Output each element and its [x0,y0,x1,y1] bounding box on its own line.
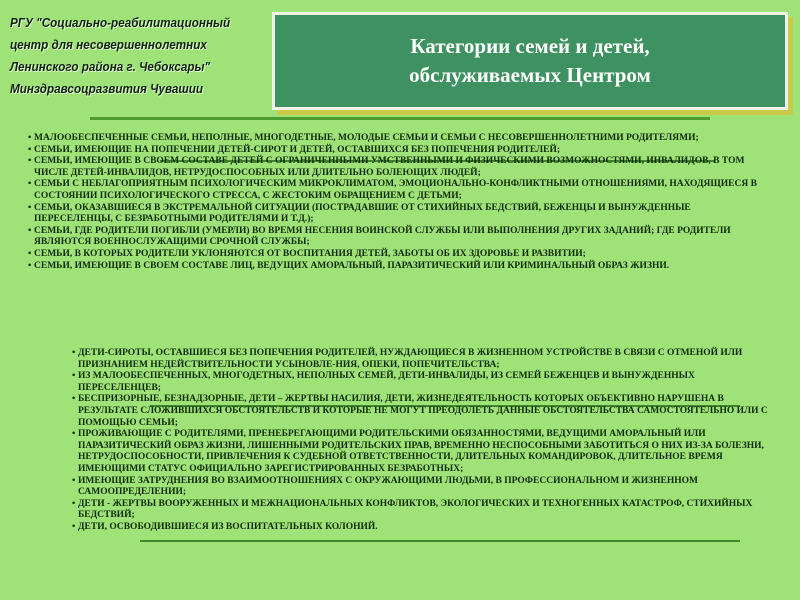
list-item: • БЕСПРИЗОРНЫЕ, БЕЗНАДЗОРНЫЕ, ДЕТИ – ЖЕРТВЫ НАСИЛИЯ, ДЕТИ, ЖИЗНЕДЕЯТЕЛЬНОСТЬ КОТОРЫХ ОБЪЕКТИВНО НАРУШЕНА В РЕЗУЛЬТАТЕ СЛОЖИВШИХСЯ ОБСТОЯТЕЛЬСТВ И КОТОРЫЕ НЕ МОГУТ ПРЕОДОЛЕТЬ ДАННЫЕ ОБСТОЯТЕЛЬСТВА САМОСТОЯТЕЛЬНО ИЛИ С ПОМОЩЬЮ СЕМЬИ; [72,394,772,429]
list-item: • МАЛООБЕСПЕЧЕННЫЕ СЕМЬИ, НЕПОЛНЫЕ, МНОГОДЕТНЫЕ, МОЛОДЫЕ СЕМЬИ И СЕМЬИ С НЕСОВЕРШЕННОЛЕТНИМИ РОДИТЕЛЯМИ; [28,133,768,145]
list-item: • СЕМЬИ С НЕБЛАГОПРИЯТНЫМ ПСИХОЛОГИЧЕСКИМ МИКРОКЛИМАТОМ, ЭМОЦИОНАЛЬНО-КОНФЛИКТНЫМИ ОТНОШЕНИЯМИ, НАХОДЯЩИЕСЯ В СОСТОЯНИИ ПСИХОЛОГИЧЕСКОГО СТРЕССА, С ЖЕСТОКИМ ОБРАЩЕНИЕМ С ДЕТЬМИ; [28,179,768,202]
organization-line: центр для несовершеннолетних [10,37,207,52]
slide-title [409,32,651,90]
title-line: Категории семей и детей, [410,34,650,58]
divider [90,117,710,120]
divider [140,540,740,542]
organization-line: Минздравсоцразвития Чувашии [10,81,204,96]
organization-line: РГУ "Социально-реабилитационный [10,15,231,30]
list-item: • СЕМЬИ, ОКАЗАВШИЕСЯ В ЭКСТРЕМАЛЬНОЙ СИТУАЦИИ (ПОСТРАДАВШИЕ ОТ СТИХИЙНЫХ БЕДСТВИЙ, БЕЖЕНЦЫ И ВЫНУЖДЕННЫЕ ПЕРЕСЕЛЕНЦЫ, С БЕЗРАБОТНЫМИ РОДИТЕЛЯМИ И Т.Д.); [28,203,768,226]
list-item: • ДЕТИ, ОСВОБОДИВШИЕСЯ ИЗ ВОСПИТАТЕЛЬНЫХ КОЛОНИЙ. [72,522,772,534]
title-box [272,12,788,110]
organization-name [10,12,244,100]
children-list [72,348,772,534]
list-item: • ИМЕЮЩИЕ ЗАТРУДНЕНИЯ ВО ВЗАИМООТНОШЕНИЯХ С ОКРУЖАЮЩИМИ ЛЮДЬМИ, В ПРОФЕССИОНАЛЬНОМ И ЖИЗНЕННОМ САМООПРЕДЕЛЕНИИ; [72,476,772,499]
list-item: • СЕМЬИ, ИМЕЮЩИЕ В СВОЕМ СОСТАВЕ ЛИЦ, ВЕДУЩИХ АМОРАЛЬНЫЙ, ПАРАЗИТИЧЕСКИЙ ИЛИ КРИМИНАЛЬНЫЙ ОБРАЗ ЖИЗНИ. [28,261,768,273]
list-item: • СЕМЬИ, ГДЕ РОДИТЕЛИ ПОГИБЛИ (УМЕРЛИ) ВО ВРЕМЯ НЕСЕНИЯ ВОИНСКОЙ СЛУЖБЫ ИЛИ ВЫПОЛНЕНИЯ ДРУГИХ ЗАДАНИЙ; ГДЕ РОДИТЕЛИ ЯВЛЯЮТСЯ ВОЕННОСЛУЖАЩИМИ СРОЧНОЙ СЛУЖБЫ; [28,226,768,249]
families-list [28,133,768,272]
list-item: • ИЗ МАЛООБЕСПЕЧЕННЫХ, МНОГОДЕТНЫХ, НЕПОЛНЫХ СЕМЕЙ, ДЕТИ-ИНВАЛИДЫ, ИЗ СЕМЕЙ БЕЖЕНЦЕВ И ВЫНУЖДЕННЫХ ПЕРЕСЕЛЕНЦЕВ; [72,371,772,394]
list-item: • СЕМЬИ, ИМЕЮЩИЕ В СВОЕМ СОСТАВЕ ДЕТЕЙ С ОГРАНИЧЕННЫМИ УМСТВЕННЫМИ И ФИЗИЧЕСКИМИ ВОЗМОЖНОСТЯМИ, ИНВАЛИДОВ, В ТОМ ЧИСЛЕ ДЕТЕЙ-ИНВАЛИДОВ, НЕТРУДОСПОСОБНЫХ ИЛИ ДЛИТЕЛЬНО БОЛЕЮЩИХ ЛЮДЕЙ; [28,156,768,179]
list-item: • ДЕТИ - ЖЕРТВЫ ВООРУЖЕННЫХ И МЕЖНАЦИОНАЛЬНЫХ КОНФЛИКТОВ, ЭКОЛОГИЧЕСКИХ И ТЕХНОГЕННЫХ КАТАСТРОФ, СТИХИЙНЫХ БЕДСТВИЙ; [72,499,772,522]
title-line: обслуживаемых Центром [409,63,651,87]
list-item: • СЕМЬИ, В КОТОРЫХ РОДИТЕЛИ УКЛОНЯЮТСЯ ОТ ВОСПИТАНИЯ ДЕТЕЙ, ЗАБОТЫ ОБ ИХ ЗДОРОВЬЕ И РАЗВИТИИ; [28,249,768,261]
organization-line: Ленинского района г. Чебоксары" [10,59,211,74]
list-item: • ДЕТИ-СИРОТЫ, ОСТАВШИЕСЯ БЕЗ ПОПЕЧЕНИЯ РОДИТЕЛЕЙ, НУЖДАЮЩИЕСЯ В ЖИЗНЕННОМ УСТРОЙСТВЕ В СВЯЗИ С ОТМЕНОЙ ИЛИ ПРИЗНАНИЕМ НЕДЕЙСТВИТЕЛЬНОСТИ УСЫНОВЛЕ-НИЯ, ОПЕКИ, ПОПЕЧИТЕЛЬСТВА; [72,348,772,371]
list-item: • ПРОЖИВАЮЩИЕ С РОДИТЕЛЯМИ, ПРЕНЕБРЕГАЮЩИМИ РОДИТЕЛЬСКИМИ ОБЯЗАННОСТЯМИ, ВЕДУЩИМИ АМОРАЛЬНЫЙ ИЛИ ПАРАЗИТИЧЕСКИЙ ОБРАЗ ЖИЗНИ, ЛИШЕННЫМИ РОДИТЕЛЬСКИХ ПРАВ, ВРЕМЕННО НЕСПОСОБНЫМИ ЗАБОТИТЬСЯ О НИХ ИЗ-ЗА БОЛЕЗНИ, НЕТРУДОСПОСОБНОСТИ, ПРИВЛЕЧЕНИЯ К СУДЕБНОЙ ОТВЕТСТВЕННОСТИ, ДЛИТЕЛЬНЫХ КОМАНДИРОВОК, ДЛИТЕЛЬНОЕ ВРЕМЯ ИМЕЮЩИМИ СТАТУС ОФИЦИАЛЬНО ЗАРЕГИСТРИРОВАННЫХ БЕЗРАБОТНЫХ; [72,429,772,475]
list-item: • СЕМЬИ, ИМЕЮЩИЕ НА ПОПЕЧЕНИИ ДЕТЕЙ-СИРОТ И ДЕТЕЙ, ОСТАВШИХСЯ БЕЗ ПОПЕЧЕНИЯ РОДИТЕЛЕЙ; [28,145,768,157]
